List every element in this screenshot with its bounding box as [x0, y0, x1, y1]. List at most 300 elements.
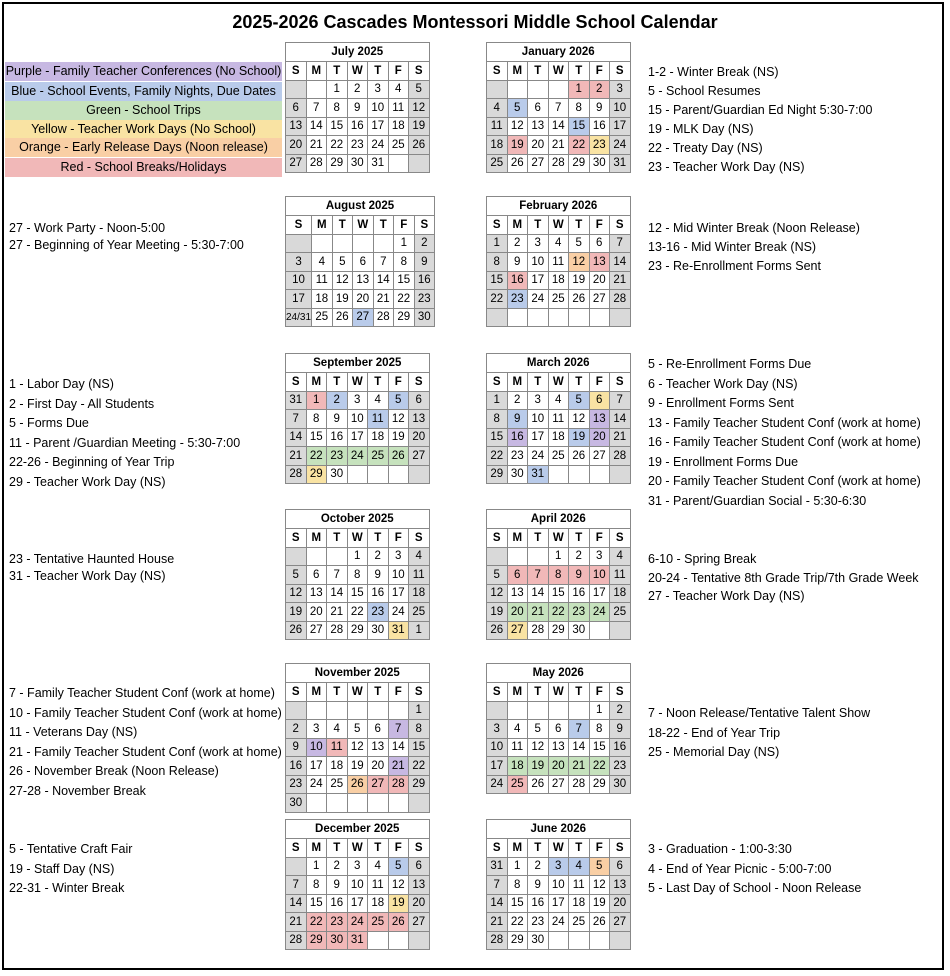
- weekday-header: S: [286, 529, 307, 548]
- day-cell: 17: [610, 117, 631, 136]
- day-cell: 4: [368, 391, 389, 410]
- day-cell: 30: [327, 931, 348, 950]
- note-item: 15 - Parent/Guardian Ed Night 5:30-7:00: [648, 103, 873, 117]
- day-cell: 22: [394, 290, 415, 309]
- day-cell: 25: [409, 603, 430, 622]
- day-cell: 13: [528, 117, 549, 136]
- note-item: 23 - Tentative Haunted House: [9, 552, 175, 566]
- day-cell: 21: [388, 757, 409, 776]
- day-cell: 14: [327, 584, 348, 603]
- day-cell: 17: [347, 428, 368, 447]
- day-cell: 8: [507, 876, 528, 895]
- day-cell: 12: [528, 738, 549, 757]
- day-cell: 2: [507, 391, 528, 410]
- day-cell: 12: [286, 584, 307, 603]
- day-cell: 10: [306, 738, 327, 757]
- day-cell: 26: [388, 913, 409, 932]
- day-cell: 16: [327, 428, 348, 447]
- day-cell: 24: [306, 775, 327, 794]
- note-item: 29 - Teacher Work Day (NS): [9, 474, 166, 489]
- weekday-header: W: [353, 216, 374, 235]
- day-cell: 25: [507, 775, 528, 794]
- day-cell: [388, 465, 409, 484]
- day-cell: 9: [589, 99, 610, 118]
- day-cell: [409, 794, 430, 813]
- day-cell: [286, 80, 307, 99]
- day-cell: 27: [548, 775, 569, 794]
- day-cell: 27: [528, 154, 549, 173]
- weekday-header: T: [327, 683, 348, 702]
- weekday-header: T: [368, 529, 389, 548]
- day-cell: 10: [286, 271, 312, 290]
- day-cell: 11: [487, 117, 508, 136]
- day-cell: [548, 80, 569, 99]
- day-cell: [306, 701, 327, 720]
- day-cell: 12: [332, 271, 353, 290]
- day-cell: 28: [388, 775, 409, 794]
- day-cell: 25: [388, 136, 409, 155]
- day-cell: 24: [548, 913, 569, 932]
- day-cell: [487, 701, 508, 720]
- day-cell: 5: [332, 253, 353, 272]
- day-cell: 10: [368, 99, 389, 118]
- day-cell: 28: [327, 621, 348, 640]
- weekday-header: T: [327, 62, 348, 81]
- day-cell: 31: [347, 931, 368, 950]
- day-cell: 22: [487, 447, 508, 466]
- month-title: July 2025: [286, 43, 430, 62]
- day-cell: 25: [312, 308, 333, 327]
- month-february-2026: [486, 196, 631, 327]
- weekday-header: T: [327, 839, 348, 858]
- note-item: 10 - Family Teacher Student Conf (work at home): [9, 705, 282, 720]
- weekday-header: W: [347, 62, 368, 81]
- day-cell: 23: [327, 447, 348, 466]
- weekday-header: S: [610, 683, 631, 702]
- day-cell: 17: [548, 894, 569, 913]
- day-cell: [528, 308, 549, 327]
- day-cell: 26: [388, 447, 409, 466]
- weekday-header: S: [409, 373, 430, 392]
- day-cell: 30: [507, 465, 528, 484]
- day-cell: 3: [528, 391, 549, 410]
- day-cell: 10: [610, 99, 631, 118]
- day-cell: 4: [548, 234, 569, 253]
- day-cell: 23: [286, 775, 307, 794]
- day-cell: 6: [409, 857, 430, 876]
- day-cell: 23: [327, 913, 348, 932]
- day-cell: 15: [589, 738, 610, 757]
- day-cell: 16: [327, 894, 348, 913]
- day-cell: 24: [347, 447, 368, 466]
- day-cell: 7: [388, 720, 409, 739]
- month-title: April 2026: [487, 510, 631, 529]
- day-cell: 8: [409, 720, 430, 739]
- weekday-header: W: [548, 529, 569, 548]
- day-cell: 7: [286, 410, 307, 429]
- day-cell: 11: [507, 738, 528, 757]
- day-cell: 11: [312, 271, 333, 290]
- day-cell: 20: [548, 757, 569, 776]
- day-cell: 2: [368, 547, 389, 566]
- day-cell: 19: [487, 603, 508, 622]
- day-cell: 16: [286, 757, 307, 776]
- day-cell: [347, 794, 368, 813]
- day-cell: [353, 234, 374, 253]
- day-cell: 19: [569, 428, 590, 447]
- day-cell: 4: [409, 547, 430, 566]
- month-title: May 2026: [487, 664, 631, 683]
- day-cell: 7: [306, 99, 327, 118]
- day-cell: [610, 931, 631, 950]
- day-cell: 27: [409, 447, 430, 466]
- weekday-header: S: [610, 839, 631, 858]
- day-cell: [373, 234, 394, 253]
- day-cell: 2: [610, 701, 631, 720]
- day-cell: 11: [548, 410, 569, 429]
- note-item: 6 - Teacher Work Day (NS): [648, 376, 798, 391]
- month-july-2025: [285, 42, 430, 173]
- day-cell: 30: [368, 621, 389, 640]
- day-cell: 11: [569, 876, 590, 895]
- day-cell: 12: [569, 253, 590, 272]
- day-cell: [388, 154, 409, 173]
- day-cell: 4: [507, 720, 528, 739]
- day-cell: 16: [610, 738, 631, 757]
- day-cell: 22: [347, 603, 368, 622]
- day-cell: 19: [332, 290, 353, 309]
- month-november-2025: [285, 663, 430, 813]
- day-cell: 27: [368, 775, 389, 794]
- day-cell: 19: [589, 894, 610, 913]
- day-cell: 1: [409, 701, 430, 720]
- day-cell: 20: [528, 136, 549, 155]
- note-item: 23 - Teacher Work Day (NS): [648, 160, 805, 174]
- day-cell: 3: [589, 547, 610, 566]
- day-cell: 4: [569, 857, 590, 876]
- day-cell: 13: [353, 271, 374, 290]
- weekday-header: M: [507, 373, 528, 392]
- day-cell: 25: [487, 154, 508, 173]
- day-cell: 3: [388, 547, 409, 566]
- note-item: 19 - Enrollment Forms Due: [648, 454, 799, 469]
- day-cell: 21: [610, 271, 631, 290]
- weekday-header: W: [347, 373, 368, 392]
- day-cell: 16: [507, 271, 528, 290]
- note-item: 27 - Teacher Work Day (NS): [648, 589, 805, 603]
- day-cell: 28: [569, 775, 590, 794]
- day-cell: 25: [368, 913, 389, 932]
- day-cell: 3: [306, 720, 327, 739]
- day-cell: 13: [507, 584, 528, 603]
- day-cell: 29: [487, 465, 508, 484]
- weekday-header: S: [409, 683, 430, 702]
- day-cell: 21: [327, 603, 348, 622]
- note-item: 20 - Family Teacher Student Conf (work at home): [648, 474, 921, 488]
- day-cell: 20: [286, 136, 307, 155]
- day-cell: 8: [327, 99, 348, 118]
- day-cell: 29: [306, 465, 327, 484]
- weekday-header: T: [368, 373, 389, 392]
- note-item: 12 - Mid Winter Break (Noon Release): [648, 221, 860, 235]
- day-cell: 19: [409, 117, 430, 136]
- weekday-header: T: [528, 216, 549, 235]
- day-cell: [548, 308, 569, 327]
- day-cell: 8: [487, 253, 508, 272]
- day-cell: 9: [368, 566, 389, 585]
- day-cell: 3: [548, 857, 569, 876]
- note-item: 5 - Forms Due: [9, 416, 89, 430]
- day-cell: 5: [487, 566, 508, 585]
- day-cell: 6: [507, 566, 528, 585]
- day-cell: [306, 80, 327, 99]
- day-cell: 26: [487, 621, 508, 640]
- day-cell: 25: [548, 447, 569, 466]
- day-cell: 18: [388, 117, 409, 136]
- day-cell: 30: [286, 794, 307, 813]
- day-cell: [487, 308, 508, 327]
- day-cell: 26: [286, 621, 307, 640]
- day-cell: 18: [569, 894, 590, 913]
- day-cell: [327, 794, 348, 813]
- day-cell: 13: [409, 410, 430, 429]
- note-item: 7 - Family Teacher Student Conf (work at home): [9, 686, 275, 700]
- note-item: 22-31 - Winter Break: [9, 881, 125, 895]
- note-item: 1 - Labor Day (NS): [9, 377, 114, 391]
- day-cell: 13: [409, 876, 430, 895]
- day-cell: 6: [548, 720, 569, 739]
- day-cell: 1: [409, 621, 430, 640]
- note-item: 13-16 - Mid Winter Break (NS): [648, 240, 817, 254]
- note-item: 20-24 - Tentative 8th Grade Trip/7th Grade Week: [648, 570, 919, 585]
- weekday-header: S: [487, 683, 508, 702]
- weekday-header: S: [487, 373, 508, 392]
- month-april-2026: [486, 509, 631, 640]
- day-cell: 14: [548, 117, 569, 136]
- day-cell: [548, 931, 569, 950]
- day-cell: [487, 547, 508, 566]
- weekday-header: S: [487, 839, 508, 858]
- day-cell: 9: [569, 566, 590, 585]
- weekday-header: S: [286, 216, 312, 235]
- day-cell: 27: [589, 447, 610, 466]
- day-cell: 9: [507, 253, 528, 272]
- day-cell: 6: [589, 391, 610, 410]
- day-cell: 14: [569, 738, 590, 757]
- day-cell: 15: [306, 428, 327, 447]
- note-item: 11 - Veterans Day (NS): [9, 725, 138, 739]
- day-cell: 26: [332, 308, 353, 327]
- weekday-header: T: [368, 62, 389, 81]
- day-cell: 5: [388, 857, 409, 876]
- day-cell: [507, 547, 528, 566]
- weekday-header: M: [507, 216, 528, 235]
- day-cell: 21: [306, 136, 327, 155]
- day-cell: 26: [569, 290, 590, 309]
- day-cell: 15: [409, 738, 430, 757]
- weekday-header: T: [528, 839, 549, 858]
- day-cell: 23: [347, 136, 368, 155]
- day-cell: [409, 465, 430, 484]
- note-item: 22 - Treaty Day (NS): [648, 141, 763, 155]
- month-title: June 2026: [487, 820, 631, 839]
- day-cell: 6: [306, 566, 327, 585]
- weekday-header: F: [589, 529, 610, 548]
- day-cell: 5: [589, 857, 610, 876]
- day-cell: 6: [589, 234, 610, 253]
- day-cell: 25: [548, 290, 569, 309]
- note-item: 27-28 - November Break: [9, 783, 146, 798]
- day-cell: 8: [347, 566, 368, 585]
- day-cell: 13: [286, 117, 307, 136]
- note-item: 13 - Family Teacher Student Conf (work at home): [648, 415, 921, 430]
- day-cell: 24: [610, 136, 631, 155]
- day-cell: 18: [368, 894, 389, 913]
- day-cell: 3: [347, 857, 368, 876]
- note-item: 5 - Last Day of School - Noon Release: [648, 881, 862, 895]
- weekday-header: T: [373, 216, 394, 235]
- day-cell: 4: [610, 547, 631, 566]
- day-cell: [368, 794, 389, 813]
- day-cell: 5: [569, 234, 590, 253]
- legend-item-yellow: Yellow - Teacher Work Days (No School): [5, 120, 282, 139]
- day-cell: 18: [409, 584, 430, 603]
- day-cell: 17: [286, 290, 312, 309]
- weekday-header: T: [528, 373, 549, 392]
- day-cell: [569, 931, 590, 950]
- day-cell: 9: [528, 876, 549, 895]
- day-cell: [368, 701, 389, 720]
- day-cell: [548, 465, 569, 484]
- day-cell: 4: [487, 99, 508, 118]
- day-cell: 20: [368, 757, 389, 776]
- weekday-header: F: [388, 373, 409, 392]
- note-item: 5 - Re-Enrollment Forms Due: [648, 357, 812, 371]
- day-cell: 19: [347, 757, 368, 776]
- day-cell: 23: [528, 913, 549, 932]
- day-cell: 13: [306, 584, 327, 603]
- day-cell: 21: [528, 603, 549, 622]
- day-cell: 23: [610, 757, 631, 776]
- day-cell: 1: [306, 857, 327, 876]
- day-cell: 29: [548, 621, 569, 640]
- day-cell: 31: [487, 857, 508, 876]
- weekday-header: S: [487, 216, 508, 235]
- day-cell: 31: [368, 154, 389, 173]
- day-cell: 2: [569, 547, 590, 566]
- weekday-header: W: [347, 529, 368, 548]
- day-cell: 5: [569, 391, 590, 410]
- day-cell: [610, 308, 631, 327]
- weekday-header: S: [409, 529, 430, 548]
- day-cell: 7: [487, 876, 508, 895]
- day-cell: 16: [528, 894, 549, 913]
- day-cell: [347, 701, 368, 720]
- day-cell: [569, 308, 590, 327]
- day-cell: 31: [528, 465, 549, 484]
- day-cell: 1: [347, 547, 368, 566]
- month-title: March 2026: [487, 354, 631, 373]
- day-cell: 9: [414, 253, 435, 272]
- day-cell: 28: [286, 931, 307, 950]
- day-cell: [409, 931, 430, 950]
- weekday-header: S: [610, 216, 631, 235]
- note-item: 19 - MLK Day (NS): [648, 122, 754, 136]
- day-cell: 21: [548, 136, 569, 155]
- day-cell: 16: [589, 117, 610, 136]
- day-cell: 1: [569, 80, 590, 99]
- day-cell: 5: [388, 391, 409, 410]
- day-cell: [610, 465, 631, 484]
- day-cell: 26: [347, 775, 368, 794]
- weekday-header: M: [507, 839, 528, 858]
- day-cell: [507, 701, 528, 720]
- day-cell: 8: [306, 410, 327, 429]
- day-cell: 3: [347, 391, 368, 410]
- day-cell: 7: [286, 876, 307, 895]
- day-cell: 12: [507, 117, 528, 136]
- month-title: February 2026: [487, 197, 631, 216]
- day-cell: 18: [548, 428, 569, 447]
- day-cell: [507, 80, 528, 99]
- weekday-header: T: [368, 839, 389, 858]
- day-cell: 12: [409, 99, 430, 118]
- day-cell: 28: [306, 154, 327, 173]
- day-cell: 27: [286, 154, 307, 173]
- weekday-header: W: [548, 216, 569, 235]
- day-cell: [332, 234, 353, 253]
- day-cell: 4: [548, 391, 569, 410]
- day-cell: [368, 465, 389, 484]
- note-item: 27 - Beginning of Year Meeting - 5:30-7:00: [9, 238, 244, 252]
- day-cell: 3: [286, 253, 312, 272]
- day-cell: 23: [589, 136, 610, 155]
- day-cell: 13: [589, 253, 610, 272]
- day-cell: [548, 701, 569, 720]
- month-august-2025: [285, 196, 435, 327]
- day-cell: 19: [388, 894, 409, 913]
- day-cell: 14: [306, 117, 327, 136]
- day-cell: 26: [569, 447, 590, 466]
- day-cell: 1: [487, 391, 508, 410]
- note-item: 23 - Re-Enrollment Forms Sent: [648, 259, 821, 273]
- day-cell: 25: [569, 913, 590, 932]
- day-cell: 11: [610, 566, 631, 585]
- note-item: 4 - End of Year Picnic - 5:00-7:00: [648, 861, 832, 876]
- month-june-2026: [486, 819, 631, 950]
- day-cell: 18: [548, 271, 569, 290]
- day-cell: 17: [589, 584, 610, 603]
- day-cell: 13: [589, 410, 610, 429]
- day-cell: 22: [409, 757, 430, 776]
- day-cell: 15: [569, 117, 590, 136]
- legend-item-purple: Purple - Family Teacher Conferences (No School): [5, 62, 282, 81]
- day-cell: [347, 465, 368, 484]
- day-cell: 3: [368, 80, 389, 99]
- day-cell: 24: [347, 913, 368, 932]
- day-cell: 16: [569, 584, 590, 603]
- weekday-header: T: [327, 373, 348, 392]
- day-cell: 25: [327, 775, 348, 794]
- day-cell: 21: [373, 290, 394, 309]
- month-title: October 2025: [286, 510, 430, 529]
- day-cell: 12: [569, 410, 590, 429]
- weekday-header: T: [327, 529, 348, 548]
- day-cell: 28: [373, 308, 394, 327]
- day-cell: 18: [487, 136, 508, 155]
- day-cell: 13: [548, 738, 569, 757]
- month-title: December 2025: [286, 820, 430, 839]
